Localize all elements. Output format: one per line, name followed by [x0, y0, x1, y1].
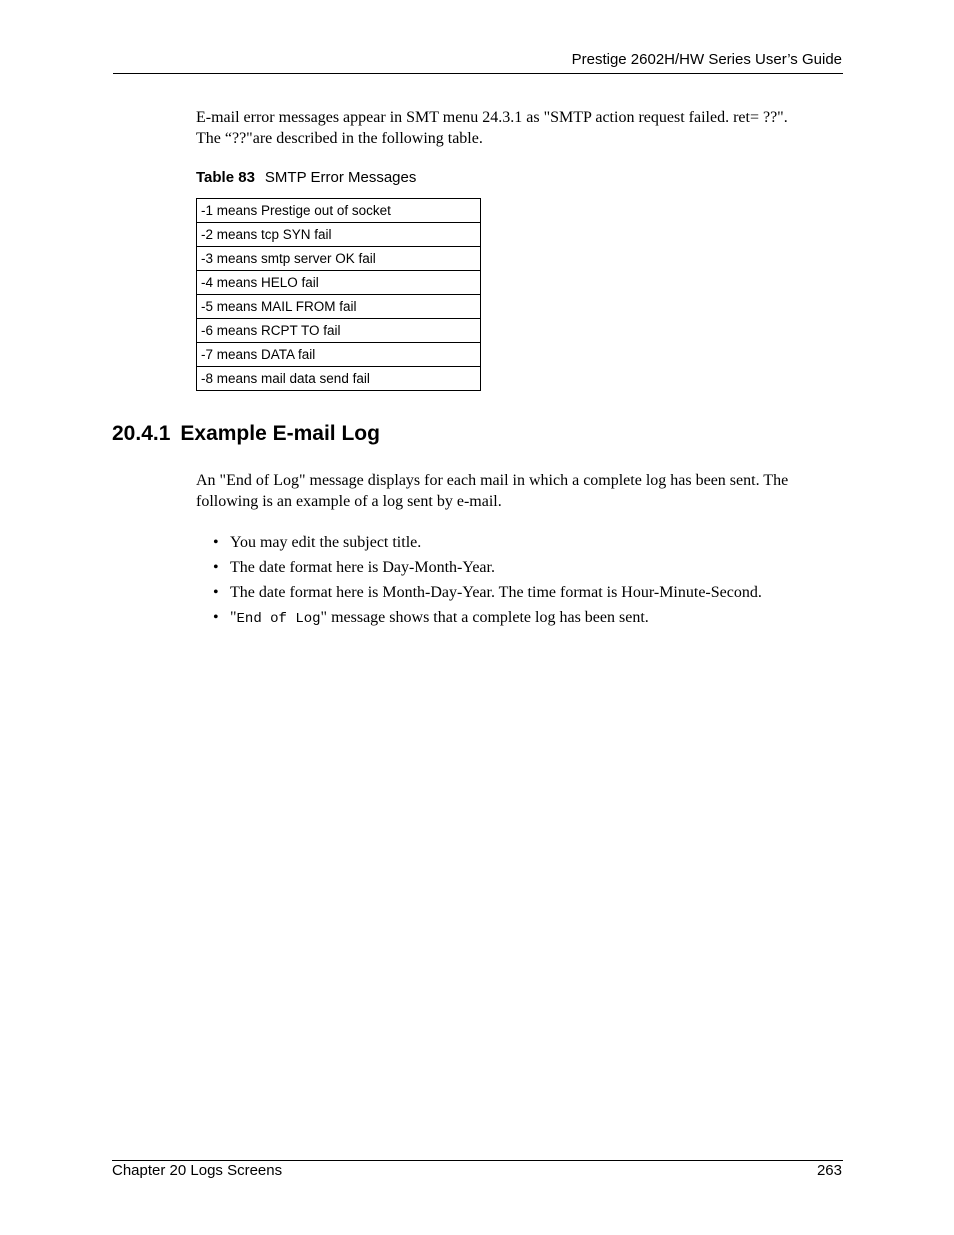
intro-line-1: E-mail error messages appear in SMT menu 24.3.1 as "SMTP action request failed. ret= ??".	[196, 109, 788, 126]
list-item	[213, 557, 762, 582]
bullet-text: You may edit the subject title.	[230, 534, 422, 551]
list-item	[213, 532, 762, 557]
table-row	[197, 199, 481, 223]
table-cell: -5 means MAIL FROM fail	[197, 295, 481, 319]
table-caption	[196, 169, 416, 186]
table-cell: -8 means mail data send fail	[197, 367, 481, 391]
section-title: Example E-mail Log	[180, 422, 380, 445]
list-item	[213, 582, 762, 607]
footer-divider	[112, 1160, 843, 1161]
bullet-open-quote: "	[230, 609, 237, 626]
smtp-error-table	[196, 198, 481, 391]
inline-code: End of Log	[236, 611, 321, 627]
intro-paragraph	[196, 107, 846, 149]
bullet-icon: •	[213, 534, 219, 551]
table-cell: -1 means Prestige out of socket	[197, 199, 481, 223]
bullet-icon: •	[213, 559, 219, 576]
table-cell: -2 means tcp SYN fail	[197, 223, 481, 247]
page-number: 263	[816, 1162, 842, 1179]
section-paragraph-line-1: An "End of Log" message displays for each mail in which a complete log has been sent. The	[196, 472, 789, 489]
section-number: 20.4.1	[112, 422, 171, 445]
bullet-list	[213, 532, 762, 632]
table-row	[197, 295, 481, 319]
bullet-icon: •	[213, 609, 219, 626]
intro-line-2: The “??"are described in the following table.	[196, 130, 483, 147]
table-row	[197, 367, 481, 391]
running-header: Prestige 2602H/HW Series User’s Guide	[571, 51, 842, 68]
table-row	[197, 319, 481, 343]
bullet-text: " message shows that a complete log has been sent.	[320, 609, 649, 626]
table-title: SMTP Error Messages	[264, 169, 417, 186]
table-row	[197, 223, 481, 247]
table-row	[197, 247, 481, 271]
list-item	[213, 607, 762, 632]
table-cell: -6 means RCPT TO fail	[197, 319, 481, 343]
section-paragraph	[196, 470, 846, 512]
table-row	[197, 343, 481, 367]
footer-chapter: Chapter 20 Logs Screens	[112, 1162, 283, 1179]
section-paragraph-line-2: following is an example of a log sent by e-mail.	[196, 493, 502, 510]
table-label: Table 83	[196, 169, 255, 186]
table-cell: -7 means DATA fail	[197, 343, 481, 367]
table-cell: -4 means HELO fail	[197, 271, 481, 295]
bullet-icon: •	[213, 584, 219, 601]
header-divider	[113, 73, 843, 74]
table-cell: -3 means smtp server OK fail	[197, 247, 481, 271]
table-row	[197, 271, 481, 295]
bullet-text: The date format here is Day-Month-Year.	[230, 559, 495, 576]
bullet-text: The date format here is Month-Day-Year. The time format is Hour-Minute-Second.	[230, 584, 762, 601]
section-heading	[112, 422, 380, 446]
